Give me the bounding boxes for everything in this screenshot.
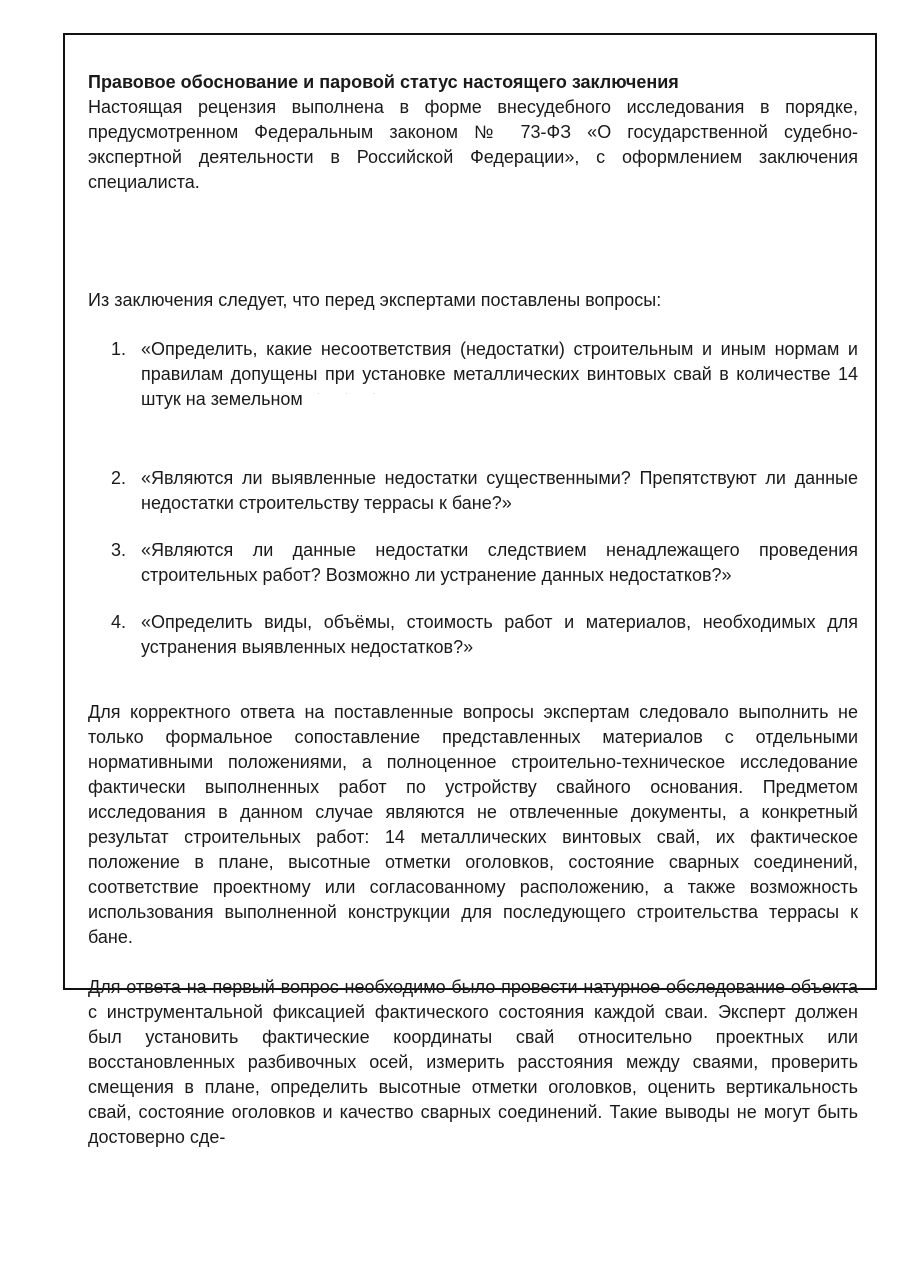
list-item bbox=[88, 538, 858, 588]
list-item-text: «Определить, какие несоответствия (недостатки) строительным и иным нормам и правилам допущены при установке металлических винтовых свай в количестве 14 штук на земельном bbox=[141, 339, 858, 409]
list-item-number: 2. bbox=[111, 468, 127, 488]
intro-paragraph: Настоящая рецензия выполнена в форме внесудебного исследования в порядке, предусмотренном Федеральным законом № 73-ФЗ «О государственной судебно-экспертной деятельности в Российской Федерации», с оформлением заключения специалиста. bbox=[88, 97, 858, 192]
section-heading: Правовое обоснование и паровой статус настоящего заключения bbox=[88, 72, 679, 92]
list-item-text: «Являются ли выявленные недостатки существенными? Препятствуют ли данные недостатки строительству террасы к бане?» bbox=[141, 468, 858, 513]
list-item-number: 3. bbox=[111, 540, 127, 560]
list-item-number: 4. bbox=[111, 612, 127, 632]
spacer bbox=[88, 195, 858, 288]
clipped-text-remnant: · · · · bbox=[290, 391, 387, 397]
questions-list bbox=[88, 337, 858, 660]
list-item bbox=[88, 337, 858, 412]
list-item bbox=[88, 610, 858, 660]
list-item-text: «Являются ли данные недостатки следствием ненадлежащего проведения строительных работ? Возможно ли устранение данных недостатков?» bbox=[141, 540, 858, 585]
first-question-paragraph: Для ответа на первый вопрос необходимо было провести натурное обследование объекта с инструментальной фиксацией фактического состояния каждой сваи. Эксперт должен был установить фактические координаты свай относительно проектных или восстановленных разбивочных осей, измерить расстояния между сваями, проверить смещения в плане, определить высотные отметки оголовков, оценить вертикальность свай, состояние оголовков и качество сварных соединений. Такие выводы не могут быть достоверно сде- bbox=[88, 977, 858, 1147]
list-item bbox=[88, 466, 858, 516]
list-item-text: «Определить виды, объёмы, стоимость работ и материалов, необходимых для устранения выявленных недостатков?» bbox=[141, 612, 858, 657]
document-body bbox=[88, 70, 858, 1150]
analysis-paragraph: Для корректного ответа на поставленные вопросы экспертам следовало выполнить не только формальное сопоставление представленных материалов с отдельными нормативными положениями, а полноценное строительно-техническое исследование фактически выполненных работ по устройству свайного основания. Предметом исследования в данном случае являются не отвлеченные документы, а конкретный результат строительных работ: 14 металлических винтовых свай, их фактическое положение в плане, высотные отметки оголовков, состояние сварных соединений, соответствие проектному или согласованному расположению, а также возможность использования выполненной конструкции для последующего строительства террасы к бане. bbox=[88, 702, 858, 947]
questions-lead: Из заключения следует, что перед экспертами поставлены вопросы: bbox=[88, 290, 662, 310]
list-item-number: 1. bbox=[111, 339, 127, 359]
